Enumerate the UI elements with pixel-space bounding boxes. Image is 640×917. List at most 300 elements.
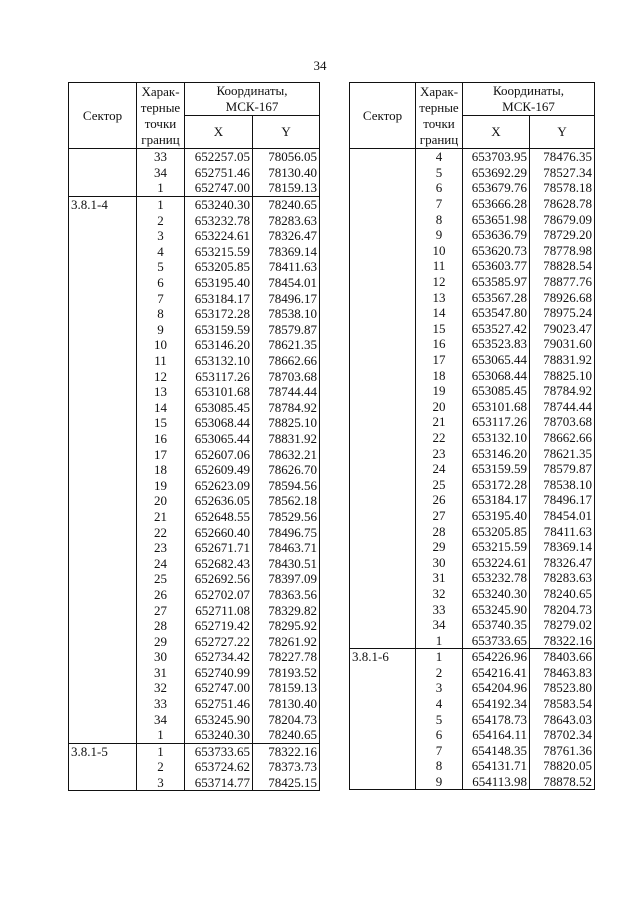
y-cell: 78159.13 [253,180,320,196]
sector-cell [69,477,137,493]
y-cell: 78562.18 [253,493,320,509]
table-row [350,399,595,415]
coordinates-table-left [68,82,320,791]
table-row [350,696,595,712]
x-cell: 653240.30 [463,586,530,602]
sector-cell [69,212,137,228]
x-cell: 653245.90 [463,601,530,617]
sector-cell [69,290,137,306]
point-cell: 8 [416,758,463,774]
x-cell: 653567.28 [463,289,530,305]
sector-cell [69,431,137,447]
y-cell: 78373.73 [253,759,320,775]
y-cell: 78538.10 [530,476,595,492]
point-cell: 4 [416,696,463,712]
point-cell: 1 [137,727,185,743]
point-cell: 10 [137,337,185,353]
points-header: Харак- терные точки границ [137,83,185,149]
x-cell: 653224.61 [463,554,530,570]
table-row [69,633,320,649]
x-cell: 653159.59 [463,461,530,477]
x-cell: 652692.56 [185,571,253,587]
x-cell: 653117.26 [185,368,253,384]
x-cell: 653527.42 [463,321,530,337]
y-cell: 78621.35 [530,445,595,461]
sector-cell [69,602,137,618]
y-cell: 78496.75 [253,524,320,540]
table-row [350,523,595,539]
table-row [69,649,320,665]
x-cell: 653101.68 [463,399,530,415]
y-cell: 78626.70 [253,462,320,478]
y-cell: 78784.92 [530,383,595,399]
table-row [350,430,595,446]
y-cell: 78679.09 [530,211,595,227]
x-cell: 653724.62 [185,759,253,775]
x-cell: 652609.49 [185,462,253,478]
point-cell: 8 [137,306,185,322]
table-row [69,540,320,556]
point-cell: 14 [416,305,463,321]
sector-cell [69,244,137,260]
x-cell: 652671.71 [185,540,253,556]
table-row [69,322,320,338]
sector-cell [350,180,416,196]
y-cell: 78831.92 [253,431,320,447]
x-cell: 654113.98 [463,774,530,790]
table-row [350,554,595,570]
y-cell: 78662.66 [530,430,595,446]
x-cell: 652747.00 [185,180,253,196]
table-row [69,571,320,587]
sector-cell [350,743,416,759]
table-row [350,165,595,181]
table-row [350,383,595,399]
sector-cell [69,555,137,571]
point-cell: 4 [137,244,185,260]
sector-cell [69,649,137,665]
table-row [69,306,320,322]
table-row [350,211,595,227]
table-row [69,431,320,447]
table-row [350,227,595,243]
point-cell: 10 [416,243,463,259]
table-row [69,759,320,775]
y-cell: 78828.54 [530,258,595,274]
sector-cell: 3.8.1-4 [69,196,137,212]
point-cell: 2 [137,212,185,228]
x-cell: 653172.28 [185,306,253,322]
x-cell: 653585.97 [463,274,530,290]
table-row [350,305,595,321]
table-row [69,727,320,743]
sector-cell [350,554,416,570]
sector-cell [69,711,137,727]
y-cell: 78538.10 [253,306,320,322]
y-cell: 78369.14 [253,244,320,260]
x-cell: 654204.96 [463,680,530,696]
point-cell: 1 [137,743,185,759]
sector-cell: 3.8.1-5 [69,743,137,759]
sector-cell [69,259,137,275]
point-cell: 6 [416,727,463,743]
x-cell: 653703.95 [463,149,530,165]
x-cell: 653205.85 [185,259,253,275]
point-cell: 22 [416,430,463,446]
x-cell: 653172.28 [463,476,530,492]
x-cell: 654148.35 [463,743,530,759]
x-cell: 653085.45 [463,383,530,399]
y-cell: 78326.47 [530,554,595,570]
table-row [350,539,595,555]
sector-cell [350,383,416,399]
y-cell: 78628.78 [530,196,595,212]
y-cell: 78397.09 [253,571,320,587]
x-cell: 653195.40 [185,275,253,291]
table-row [69,555,320,571]
y-cell: 78329.82 [253,602,320,618]
sector-cell [350,492,416,508]
table-row [350,352,595,368]
y-cell: 78820.05 [530,758,595,774]
table-row [350,321,595,337]
sector-header: Сектор [350,83,416,149]
point-cell: 12 [137,368,185,384]
sector-cell [69,618,137,634]
table-row [350,336,595,352]
x-cell: 653146.20 [463,445,530,461]
x-cell: 654226.96 [463,649,530,665]
x-cell: 654192.34 [463,696,530,712]
x-cell: 652751.46 [185,696,253,712]
sector-cell [350,680,416,696]
y-cell: 78702.34 [530,727,595,743]
y-cell: 78662.66 [253,353,320,369]
point-cell: 6 [137,275,185,291]
sector-cell [69,400,137,416]
table-row [350,243,595,259]
point-cell: 18 [416,367,463,383]
y-cell: 78621.35 [253,337,320,353]
point-cell: 1 [137,180,185,196]
table-row [69,446,320,462]
y-cell: 78744.44 [253,384,320,400]
table-row [69,743,320,759]
x-cell: 652740.99 [185,665,253,681]
sector-cell [69,165,137,181]
table-row [350,743,595,759]
x-cell: 653065.44 [185,431,253,447]
point-cell: 27 [416,508,463,524]
sector-cell [350,617,416,633]
sector-cell [350,399,416,415]
y-cell: 79031.60 [530,336,595,352]
point-cell: 30 [137,649,185,665]
point-cell: 33 [137,149,185,165]
x-cell: 653184.17 [185,290,253,306]
x-cell: 653733.65 [185,743,253,759]
sector-cell [69,322,137,338]
y-cell: 78632.21 [253,446,320,462]
y-cell: 78425.15 [253,775,320,791]
sector-cell [350,774,416,790]
point-cell: 5 [416,165,463,181]
sector-cell [350,727,416,743]
y-cell: 78261.92 [253,633,320,649]
x-cell: 653666.28 [463,196,530,212]
point-cell: 20 [416,399,463,415]
sector-cell [350,711,416,727]
table-row [350,649,595,665]
y-cell: 78204.73 [530,601,595,617]
table-row [69,680,320,696]
sector-cell [350,321,416,337]
y-cell: 78496.17 [530,492,595,508]
sector-cell [69,493,137,509]
table-row [350,586,595,602]
table-row [350,601,595,617]
sector-cell [350,289,416,305]
sector-cell [350,445,416,461]
x-cell: 653195.40 [463,508,530,524]
table-row [350,680,595,696]
point-cell: 32 [416,586,463,602]
point-cell: 25 [137,571,185,587]
sector-cell [350,196,416,212]
point-cell: 29 [416,539,463,555]
table-row [69,462,320,478]
sector-header: Сектор [69,83,137,149]
table-row [350,665,595,681]
sector-cell [69,633,137,649]
y-cell: 78056.05 [253,149,320,165]
point-cell: 11 [137,353,185,369]
x-cell: 652682.43 [185,555,253,571]
point-cell: 28 [416,523,463,539]
page-number: 34 [313,58,327,73]
point-cell: 2 [137,759,185,775]
point-cell: 33 [416,601,463,617]
table-row [350,727,595,743]
x-cell: 653523.83 [463,336,530,352]
x-cell: 653159.59 [185,322,253,338]
point-cell: 15 [416,321,463,337]
y-cell: 78729.20 [530,227,595,243]
y-cell: 78463.71 [253,540,320,556]
y-cell: 78204.73 [253,711,320,727]
x-cell: 653740.35 [463,617,530,633]
table-row [69,368,320,384]
sector-cell [69,696,137,712]
x-cell: 652702.07 [185,587,253,603]
sector-cell [350,227,416,243]
point-cell: 28 [137,618,185,634]
point-cell: 25 [416,476,463,492]
point-cell: 5 [137,259,185,275]
y-cell: 78744.44 [530,399,595,415]
x-cell: 653240.30 [185,727,253,743]
x-cell: 652607.06 [185,446,253,462]
sector-cell [69,759,137,775]
table-row [69,290,320,306]
y-cell: 78283.63 [253,212,320,228]
coords-header: Координаты, МСК-167 [185,83,320,116]
point-cell: 26 [137,587,185,603]
y-cell: 78877.76 [530,274,595,290]
x-cell: 653636.79 [463,227,530,243]
y-header: Y [253,116,320,149]
table-row [350,258,595,274]
point-cell: 7 [416,196,463,212]
y-cell: 78411.63 [530,523,595,539]
x-cell: 653085.45 [185,400,253,416]
y-cell: 78454.01 [253,275,320,291]
sector-cell [350,523,416,539]
x-cell: 653733.65 [463,632,530,648]
y-cell: 78926.68 [530,289,595,305]
sector-cell [350,461,416,477]
sector-cell [350,243,416,259]
point-cell: 19 [416,383,463,399]
table-row [69,711,320,727]
table-row [350,149,595,165]
y-cell: 78326.47 [253,228,320,244]
x-cell: 654131.71 [463,758,530,774]
x-cell: 652747.00 [185,680,253,696]
point-cell: 9 [416,227,463,243]
table-row [350,508,595,524]
point-cell: 18 [137,462,185,478]
x-cell: 653215.59 [463,539,530,555]
table-row [69,165,320,181]
table-row [69,196,320,212]
point-cell: 13 [416,289,463,305]
y-cell: 78130.40 [253,696,320,712]
y-cell: 78643.03 [530,711,595,727]
x-cell: 653132.10 [463,430,530,446]
sector-cell: 3.8.1-6 [350,649,416,665]
sector-cell [69,571,137,587]
points-header: Харак- терные точки границ [416,83,463,149]
x-cell: 652734.42 [185,649,253,665]
table-row [350,492,595,508]
y-cell: 78523.80 [530,680,595,696]
point-cell: 5 [416,711,463,727]
x-cell: 653603.77 [463,258,530,274]
sector-cell [69,368,137,384]
point-cell: 1 [137,196,185,212]
point-cell: 15 [137,415,185,431]
y-cell: 78430.51 [253,555,320,571]
table-row [69,228,320,244]
sector-cell [350,570,416,586]
table-row [69,602,320,618]
sector-cell [69,680,137,696]
x-cell: 653068.44 [185,415,253,431]
x-cell: 652711.08 [185,602,253,618]
y-cell: 78825.10 [530,367,595,383]
point-cell: 27 [137,602,185,618]
x-cell: 653692.29 [463,165,530,181]
sector-cell [69,353,137,369]
y-cell: 78369.14 [530,539,595,555]
sector-cell [69,462,137,478]
x-cell: 653117.26 [463,414,530,430]
x-cell: 653065.44 [463,352,530,368]
sector-cell [69,384,137,400]
y-cell: 78831.92 [530,352,595,368]
sector-cell [350,665,416,681]
sector-cell [350,367,416,383]
point-cell: 34 [416,617,463,633]
x-cell: 652648.55 [185,509,253,525]
x-cell: 652257.05 [185,149,253,165]
y-cell: 78322.16 [530,632,595,648]
point-cell: 31 [137,665,185,681]
y-cell: 78825.10 [253,415,320,431]
table-row [350,445,595,461]
x-header: X [185,116,253,149]
x-cell: 653232.78 [463,570,530,586]
x-cell: 653651.98 [463,211,530,227]
point-cell: 13 [137,384,185,400]
y-cell: 78411.63 [253,259,320,275]
x-cell: 652719.42 [185,618,253,634]
table-row [69,618,320,634]
table-row [69,244,320,260]
point-cell: 29 [137,633,185,649]
x-cell: 653132.10 [185,353,253,369]
y-cell: 78703.68 [253,368,320,384]
sector-cell [350,539,416,555]
point-cell: 34 [137,165,185,181]
sector-cell [350,758,416,774]
sector-cell [69,509,137,525]
table-row [350,476,595,492]
y-cell: 78527.34 [530,165,595,181]
point-cell: 2 [416,665,463,681]
table-row [350,289,595,305]
y-cell: 78784.92 [253,400,320,416]
coordinates-table-right [349,82,595,790]
x-cell: 653205.85 [463,523,530,539]
y-cell: 78778.98 [530,243,595,259]
x-cell: 653184.17 [463,492,530,508]
point-cell: 1 [416,632,463,648]
table-row [69,775,320,791]
x-header: X [463,116,530,149]
x-cell: 653714.77 [185,775,253,791]
sector-cell [350,274,416,290]
sector-cell [350,414,416,430]
point-cell: 11 [416,258,463,274]
sector-cell [69,446,137,462]
y-cell: 78240.65 [253,727,320,743]
sector-cell [69,524,137,540]
sector-cell [350,476,416,492]
table-row [69,212,320,228]
y-cell: 78579.87 [530,461,595,477]
y-cell: 78703.68 [530,414,595,430]
y-cell: 78496.17 [253,290,320,306]
y-cell: 78240.65 [530,586,595,602]
sector-cell [350,211,416,227]
sector-cell [350,336,416,352]
y-cell: 78583.54 [530,696,595,712]
x-cell: 654164.11 [463,727,530,743]
table-row [69,149,320,165]
table-row [69,415,320,431]
